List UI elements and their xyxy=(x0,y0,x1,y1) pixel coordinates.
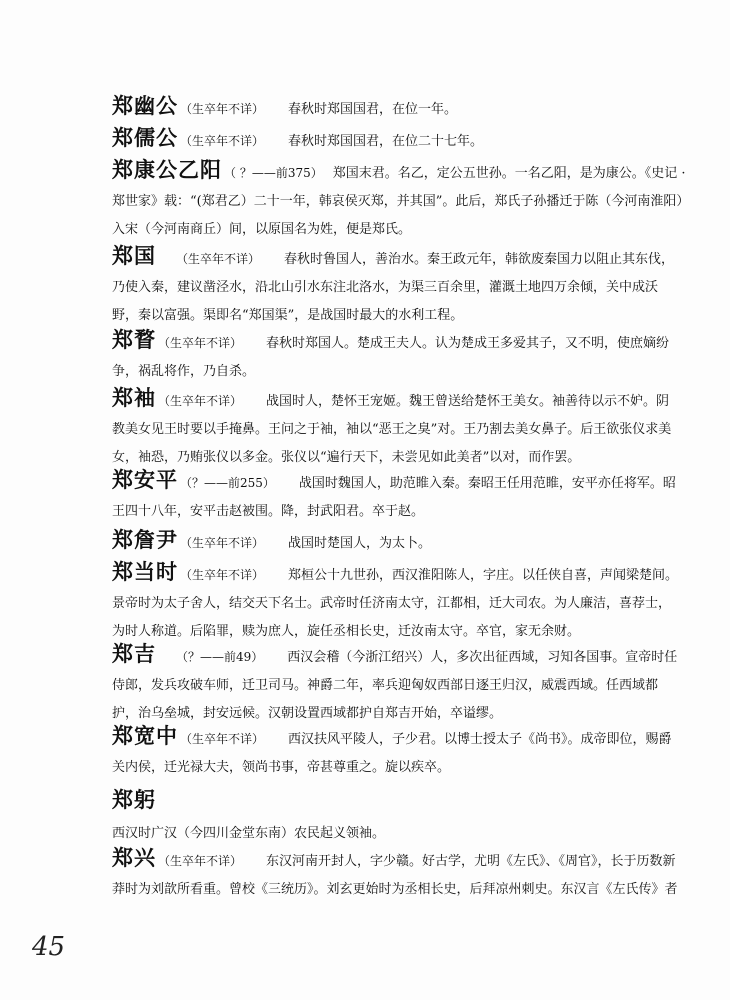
entry-zheng-xing xyxy=(112,844,682,904)
entry-text: 西汉会稽（今浙江绍兴）人，多次出征西域，习知各国事。宣帝时任侍郎，发兵攻破车师，迁卫司马。神爵二年，率兵迎匈奴西部日逐王归汉，威震西域。任西域都护，治乌垒城，封安远候。汉朝设置西域都护自郑吉开始，卒谥缪。 xyxy=(112,650,678,721)
entry-name: 郑宽中 xyxy=(112,723,178,748)
entry-text: 战国时楚国人，为太卜。 xyxy=(288,536,432,551)
entry-name: 郑兴 xyxy=(112,845,156,870)
entry-name: 郑康公乙阳 xyxy=(112,157,222,182)
entry-zheng-rugong xyxy=(112,124,682,156)
entry-name: 郑幽公 xyxy=(112,93,178,118)
entry-lifespan: （生卒年不详） xyxy=(176,252,261,266)
entry-name: 郑瞀 xyxy=(112,327,156,352)
entry-name: 郑躬 xyxy=(112,787,156,812)
entry-text: 郑桓公十九世孙，西汉淮阳陈人，字庄。以任侠自喜，声闻梁楚间。景帝时为太子舍人，结交天下名士。武帝时任济南太守，江都相，迁大司农。为人廉洁，喜荐士，为时人称道。后陷罪，赎为庶人，旋任丞相长史，迁汝南太守。卒官，家无余财。 xyxy=(112,568,679,639)
entry-zheng-guo xyxy=(112,242,682,330)
entry-zheng-kuanzhong xyxy=(112,722,682,782)
entry-name: 郑袖 xyxy=(112,385,156,410)
entry-lifespan: （生卒年不详） xyxy=(180,732,265,746)
entry-name: 郑詹尹 xyxy=(112,527,178,552)
entry-lifespan: （生卒年不详） xyxy=(180,134,265,148)
entry-lifespan: （生卒年不详） xyxy=(158,336,243,350)
entry-text: 西汉扶风平陵人，子少君。以博士授太子《尚书》。成帝即位，赐爵关内侯，迁光禄大夫，领尚书事，帝甚尊重之。旋以疾卒。 xyxy=(112,732,672,775)
entry-zheng-dangshi xyxy=(112,558,682,646)
entry-name: 郑当时 xyxy=(112,559,178,584)
entry-text: 战国时魏国人，助范睢入秦。秦昭王任用范睢，安平亦任将军。昭王四十八年，安平击赵被围。降，封武阳君。卒于赵。 xyxy=(112,476,676,519)
entry-text: 郑国末君。名乙，定公五世孙。一名乙阳，是为康公。《史记 ·郑世家》载：“(郑君乙）二十一年，韩哀侯灭郑，并其国”。此后，郑氏子孙播迁于陈（今河南淮阳）入宋（今河南商丘）间，以原国名为姓，便是郑氏。 xyxy=(112,166,690,237)
entry-text: 战国时人，楚怀王宠姬。魏王曾送给楚怀王美女。袖善待以示不妒。阴教美女见王时要以手掩鼻。王问之于袖，袖以“恶王之臭”对。王乃割去美女鼻子。后王欲张仪求美女，袖恐，乃贿张仪以多金。张仪以“遍行天下，未尝见如此美者”以对，而作罢。 xyxy=(112,394,672,465)
entry-zheng-mao xyxy=(112,326,682,386)
entry-text: 东汉河南开封人，字少赣。好古学，尤明《左氏》、《周官》，长于历数新莽时为刘歆所看重。曾校《三统历》。刘玄更始时为丞相长史，后拜凉州刺史。东汉言《左氏传》者 xyxy=(112,854,678,897)
entry-text: 西汉时广汉（今四川金堂东南）农民起义领袖。 xyxy=(112,826,386,841)
entry-lifespan: （生卒年不详） xyxy=(158,854,243,868)
entry-lifespan: （生卒年不详） xyxy=(180,536,265,550)
entry-name: 郑儒公 xyxy=(112,125,178,150)
entry-name: 郑国 xyxy=(112,243,156,268)
entry-name: 郑安平 xyxy=(112,467,178,492)
entry-zheng-anping xyxy=(112,466,682,526)
entry-lifespan: （？——前49） xyxy=(176,650,264,664)
entry-zheng-ji xyxy=(112,640,682,728)
entry-text: 春秋时郑国人。楚成王夫人。认为楚成王多爱其子，又不明，使庶嫡纷争，祸乱将作，乃自杀。 xyxy=(112,336,670,379)
entry-text: 春秋时郑国国君，在位一年。 xyxy=(288,102,458,117)
entry-zheng-gong xyxy=(112,786,682,848)
entry-zheng-zhanyin xyxy=(112,526,682,558)
entry-name: 郑吉 xyxy=(112,641,156,666)
entry-zheng-xiu xyxy=(112,384,682,472)
entry-lifespan: （生卒年不详） xyxy=(180,102,265,116)
entry-text: 春秋时郑国国君，在位二十七年。 xyxy=(288,134,484,149)
entry-lifespan: （生卒年不详） xyxy=(180,568,265,582)
entry-lifespan: （生卒年不详） xyxy=(158,394,243,408)
entry-zheng-kanggong xyxy=(112,156,690,244)
page-number: 45 xyxy=(32,932,66,962)
entry-lifespan: （？——前255） xyxy=(180,476,275,490)
entry-lifespan: （ ？——前375） xyxy=(224,166,323,180)
entry-zheng-yougong xyxy=(112,92,682,124)
entry-text: 春秋时鲁国人，善治水。秦王政元年，韩欲废秦国力以阻止其东伐，乃使入秦，建议凿泾水，沿北山引水东注北洛水，为渠三百余里，灌溉土地四万余倾，关中成沃野，秦以富强。渠即名“郑国渠”，是战国时最大的水利工程。 xyxy=(112,252,675,323)
